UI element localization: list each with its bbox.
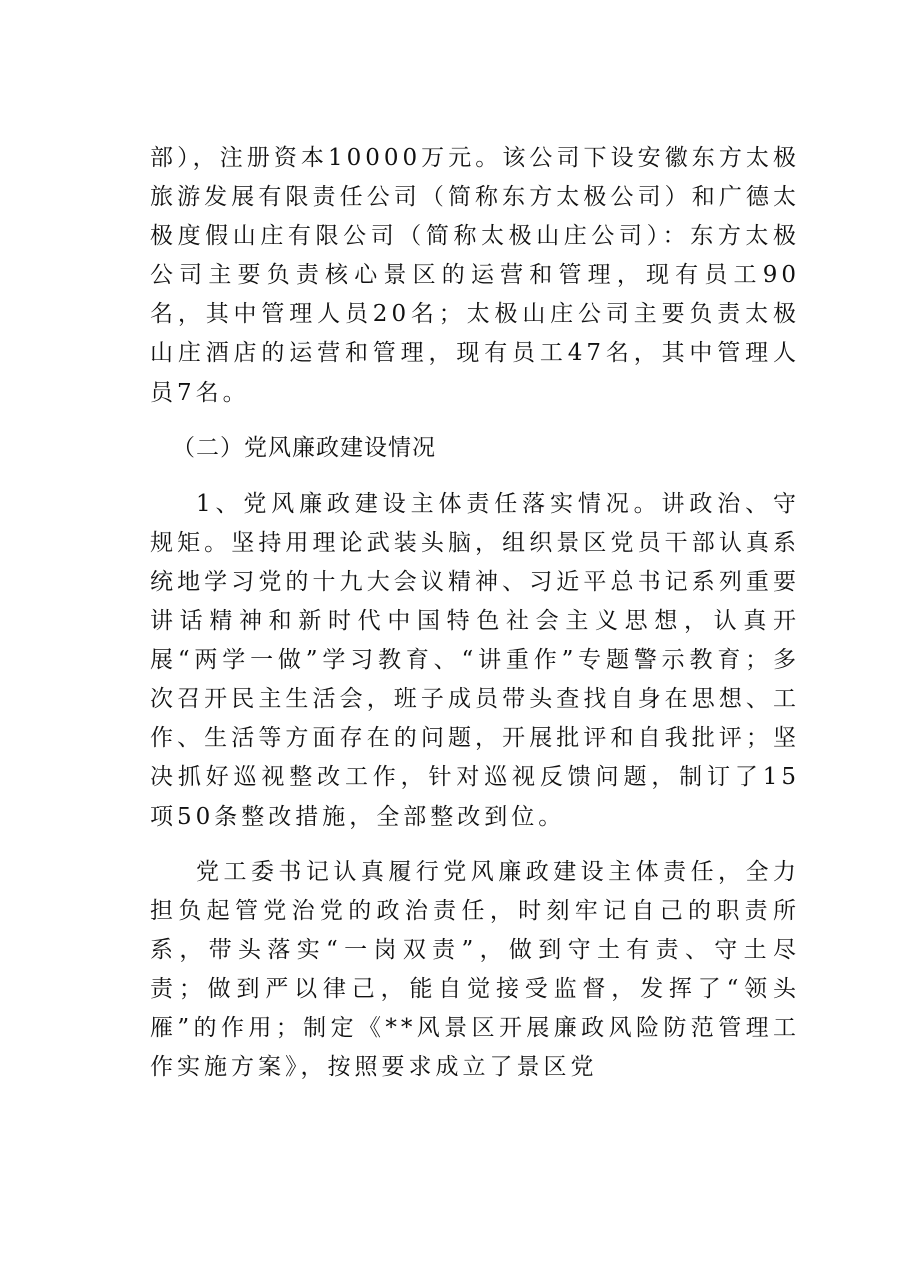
spacer (150, 837, 800, 853)
spacer (150, 413, 800, 429)
spacer (150, 468, 800, 485)
paragraph-responsibility: 1、党风廉政建设主体责任落实情况。讲政治、守规矩。坚持用理论武装头脑，组织景区党员干部认真系统地学习党的十九大会议精神、习近平总书记系列重要讲话精神和新时代中国特色社会主义思想，认真开展“两学一做”学习教育、“讲重作”专题警示教育；多次召开民主生活会，班子成员带头查找自身在思想、工作、生活等方面存在的问题，开展批评和自我批评；坚决抓好巡视整改工作，针对巡视反馈问题，制订了15项50条整改措施，全部整改到位。 (150, 490, 800, 830)
document-body (150, 139, 800, 1087)
paragraph-secretary-duties: 党工委书记认真履行党风廉政建设主体责任，全力担负起管党治党的政治责任，时刻牢记自己的职责所系，带头落实“一岗双责”，做到守土有责、守土尽责；做到严以律己，能自觉接受监督，发挥了“领头雁”的作用；制定《**风景区开展廉政风险防范管理工作实施方案》，按照要求成立了景区党 (150, 858, 800, 1081)
paragraph-company-overview: 部），注册资本10000万元。该公司下设安徽东方太极旅游发展有限责任公司（简称东方太极公司）和广德太极度假山庄有限公司（简称太极山庄公司）：东方太极公司主要负责核心景区的运营和管理，现有员工90名，其中管理人员20名；太极山庄公司主要负责太极山庄酒店的运营和管理，现有员工47名，其中管理人员7名。 (150, 145, 800, 406)
section-heading: （二）党风廉政建设情况 (172, 434, 436, 461)
